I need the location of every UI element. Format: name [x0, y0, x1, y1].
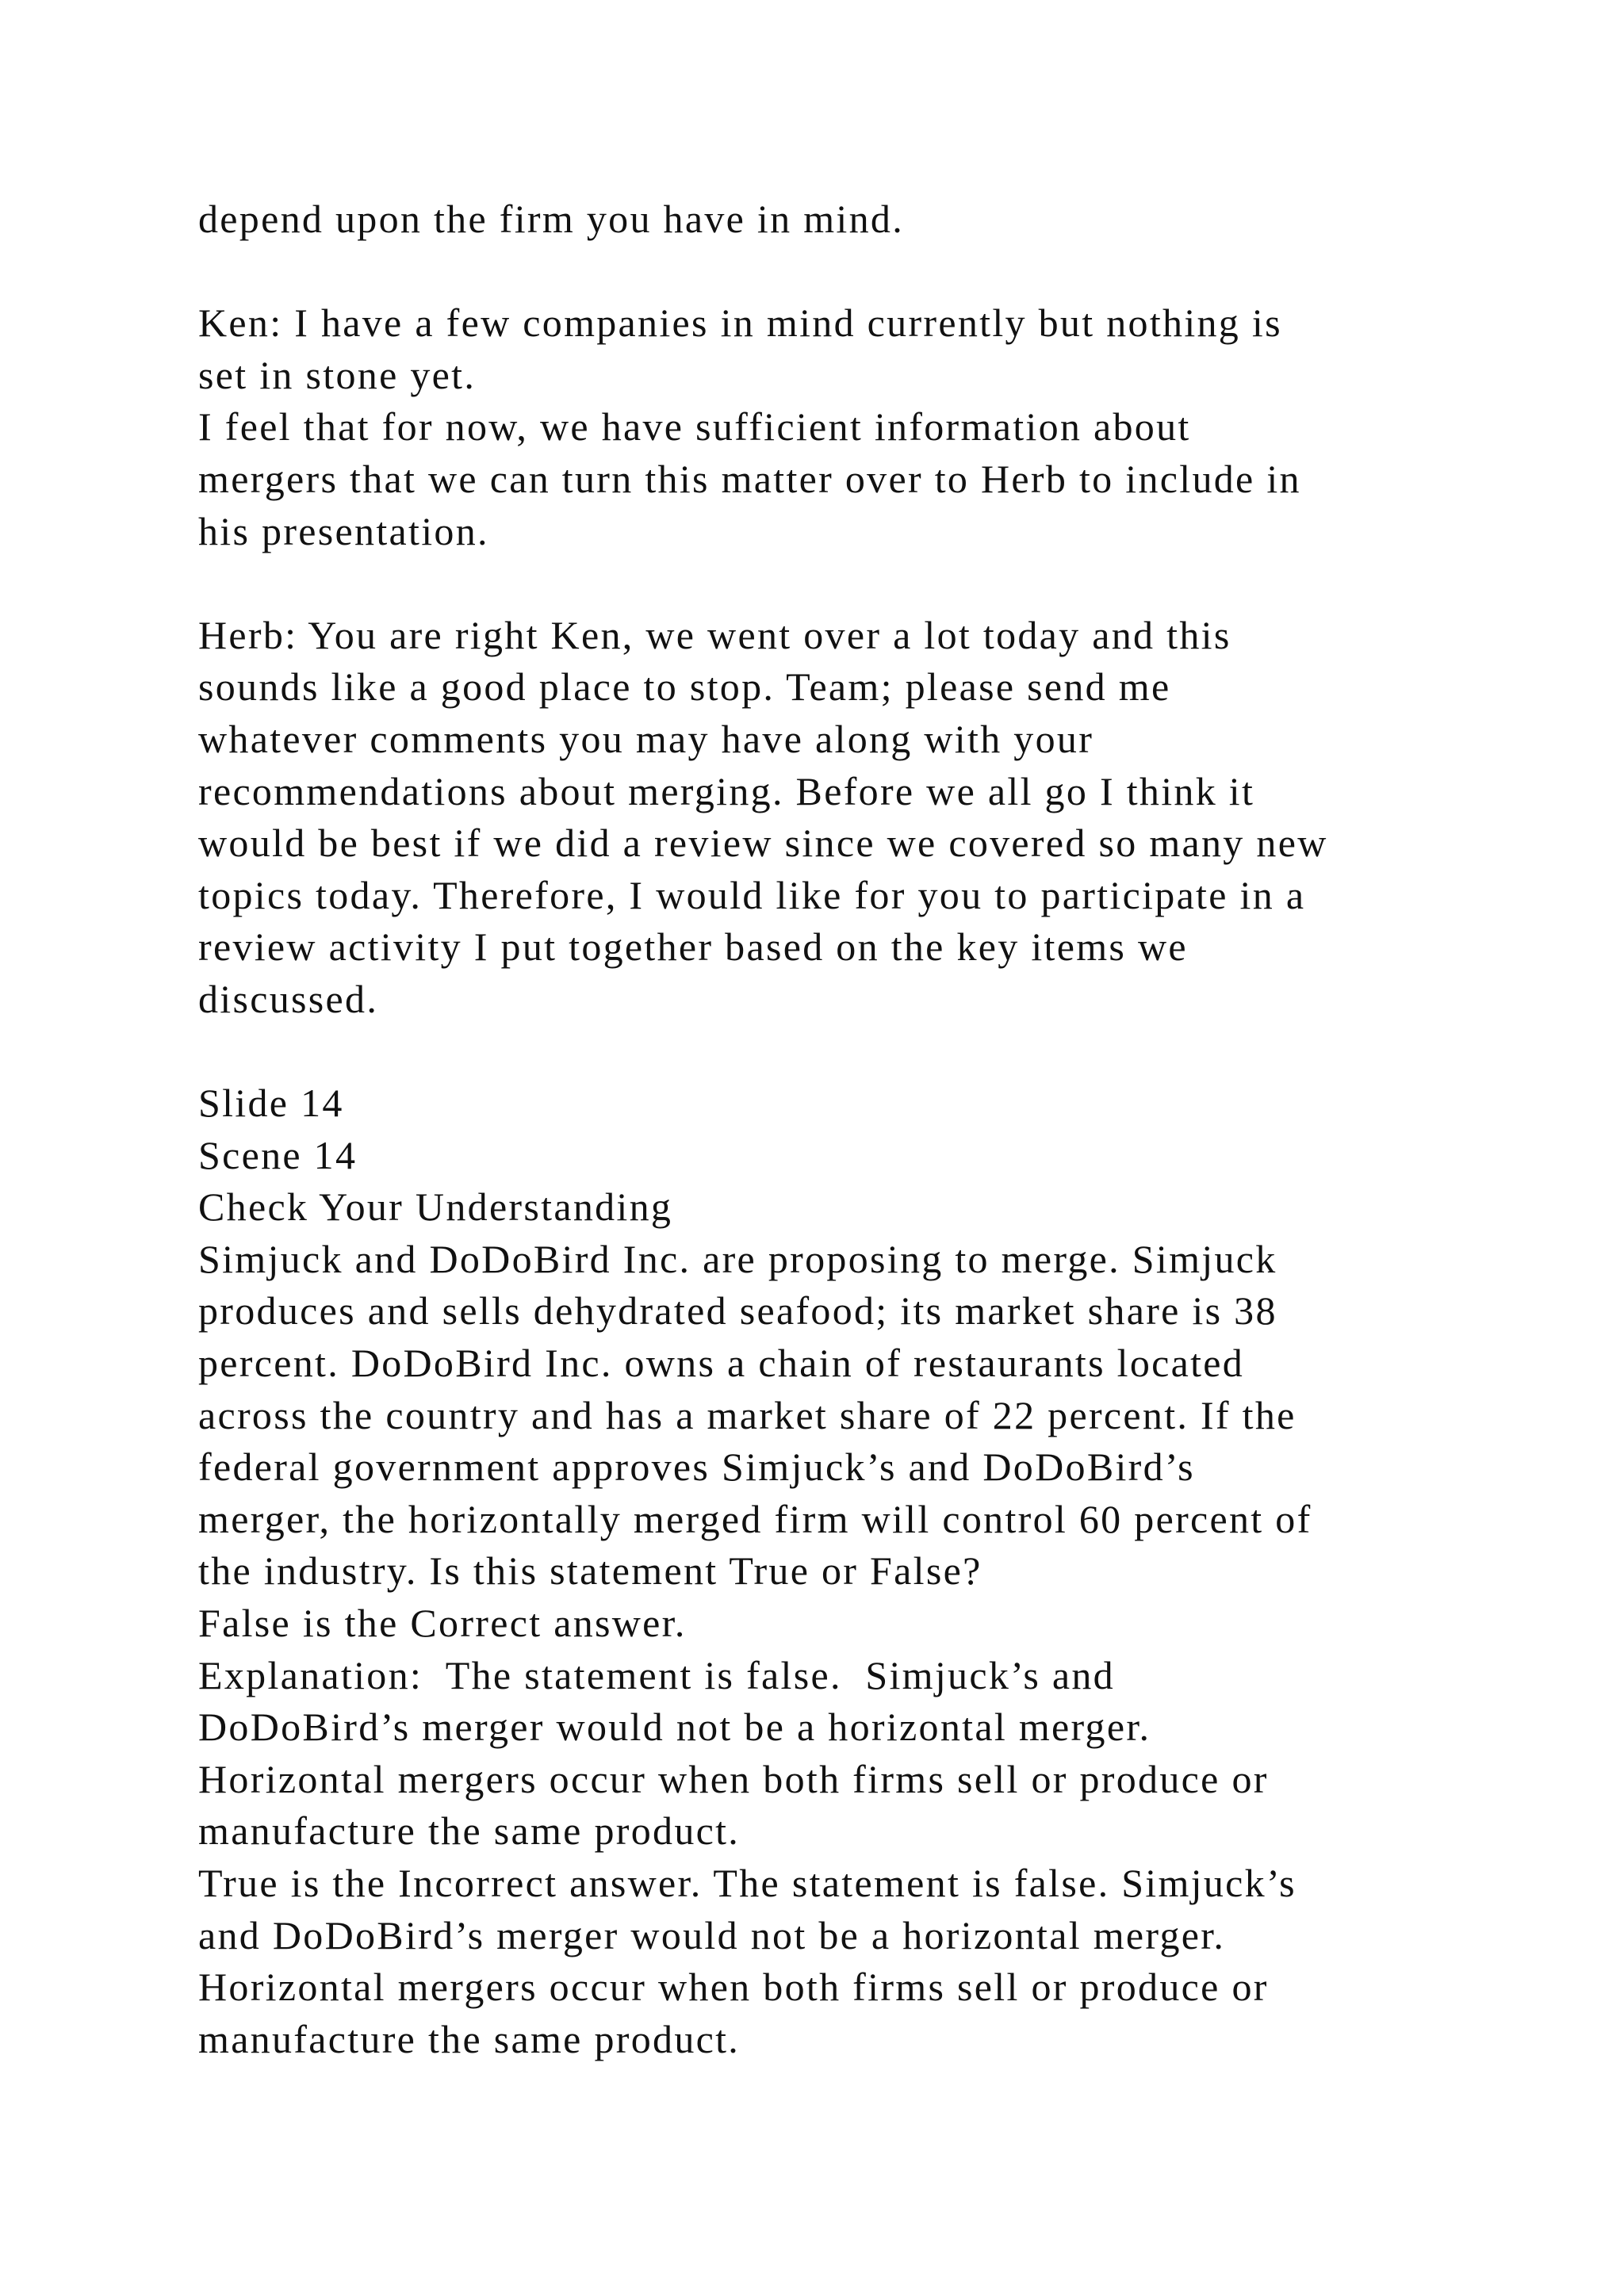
incorrect-answer-line: manufacture the same product. [198, 2016, 741, 2061]
text-line: depend upon the firm you have in mind. [198, 197, 905, 241]
correct-answer-line: False is the Correct answer. [198, 1601, 687, 1646]
text-line: would be best if we did a review since we covered so many new [198, 821, 1328, 866]
text-line: whatever comments you may have along with your [198, 716, 1094, 761]
question-line: federal government approves Simjuck’s and DoDoBird’s [198, 1445, 1195, 1490]
document-body [198, 193, 1499, 2065]
incorrect-answer-line: and DoDoBird’s merger would not be a horizontal merger. [198, 1912, 1226, 1957]
text-line: discussed. [198, 976, 379, 1021]
paragraph-gap [198, 1026, 1499, 1078]
text-line: Herb: You are right Ken, we went over a lot today and this [198, 612, 1231, 657]
incorrect-answer-line: True is the Incorrect answer. The statement is false. Simjuck’s [198, 1861, 1297, 1905]
text-line: his presentation. [198, 508, 489, 553]
text-line: recommendations about merging. Before we all go I think it [198, 768, 1255, 813]
question-line: percent. DoDoBird Inc. owns a chain of restaurants located [198, 1341, 1245, 1386]
paragraph-gap [198, 557, 1499, 610]
text-line: Ken: I have a few companies in mind currently but nothing is [198, 300, 1282, 346]
question-line: Simjuck and DoDoBird Inc. are proposing to merge. Simjuck [198, 1236, 1277, 1281]
explanation-line: Explanation: The statement is false. Simjuck’s and [198, 1652, 1115, 1697]
question-line: produces and sells dehydrated seafood; its market share is 38 [198, 1288, 1277, 1334]
paragraph-gap [198, 246, 1499, 298]
section-heading: Check Your Understanding [198, 1184, 673, 1230]
incorrect-answer-line: Horizontal mergers occur when both firms sell or produce or [198, 1965, 1269, 2010]
text-line: mergers that we can turn this matter over to Herb to include in [198, 456, 1301, 501]
slide-label: Slide 14 [198, 1081, 344, 1126]
text-line: topics today. Therefore, I would like for you to participate in a [198, 872, 1306, 917]
scene-label: Scene 14 [198, 1132, 358, 1177]
explanation-line: DoDoBird’s merger would not be a horizontal merger. [198, 1705, 1151, 1750]
explanation-line: manufacture the same product. [198, 1808, 741, 1854]
text-line: review activity I put together based on the key items we [198, 924, 1188, 970]
text-line: sounds like a good place to stop. Team; please send me [198, 664, 1171, 710]
text-line: I feel that for now, we have sufficient information about [198, 404, 1191, 450]
question-line: merger, the horizontally merged firm will control 60 percent of [198, 1496, 1312, 1541]
text-line: set in stone yet. [198, 352, 477, 397]
explanation-line: Horizontal mergers occur when both firms sell or produce or [198, 1756, 1269, 1801]
question-line: the industry. Is this statement True or False? [198, 1548, 982, 1594]
question-line: across the country and has a market share of 22 percent. If the [198, 1392, 1297, 1437]
